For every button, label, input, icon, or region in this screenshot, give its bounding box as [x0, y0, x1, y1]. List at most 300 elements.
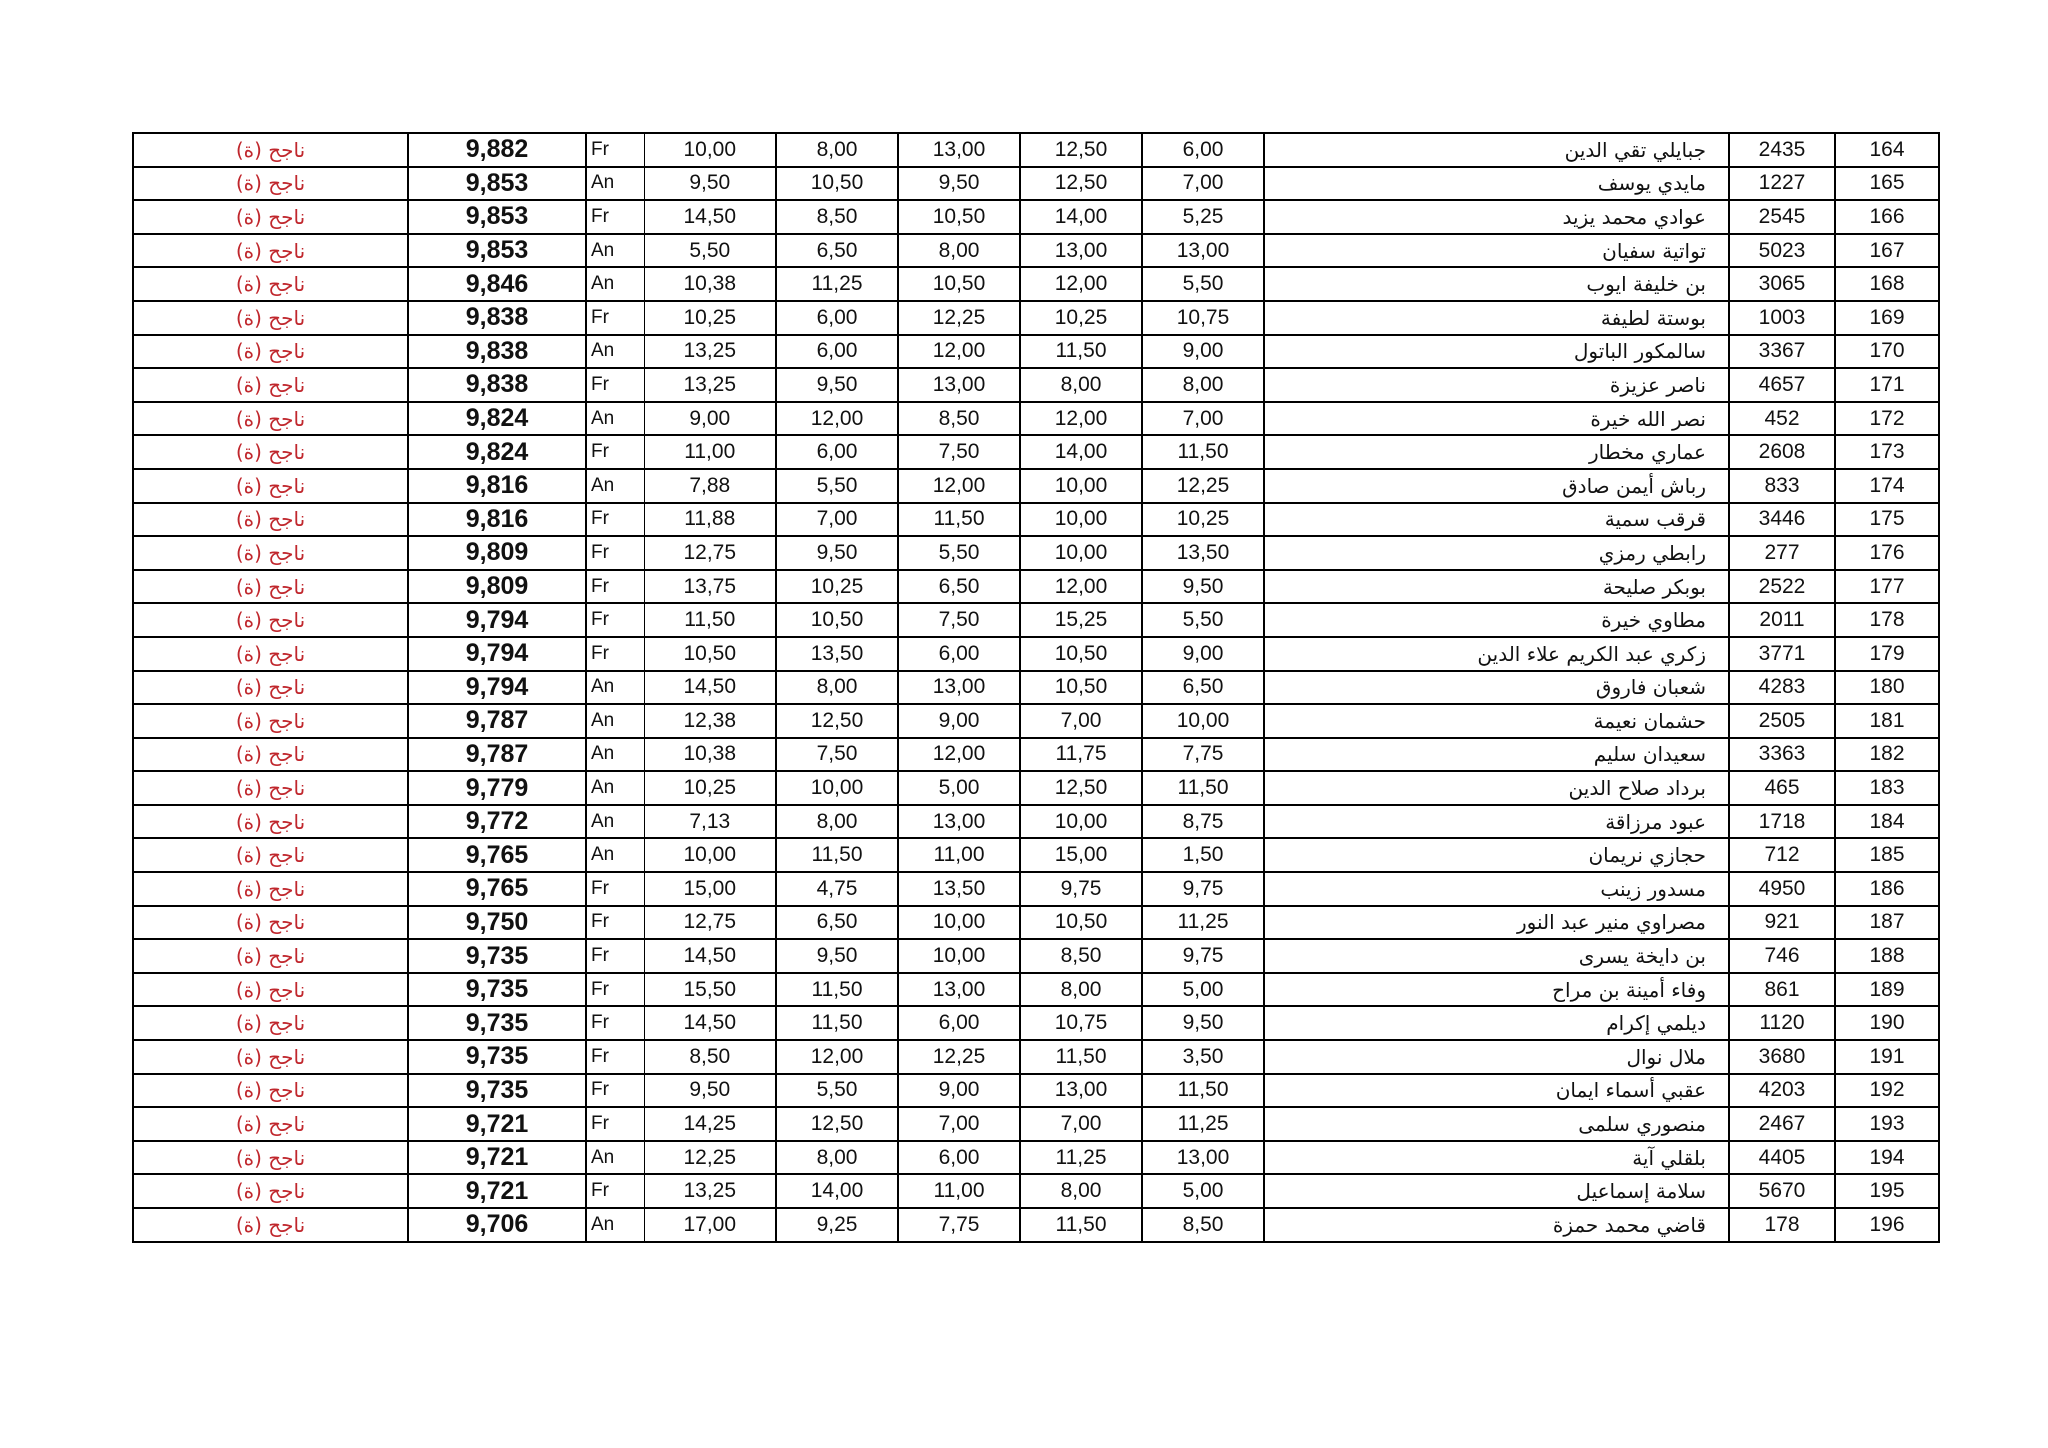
- student-id-cell: 1718: [1729, 805, 1835, 839]
- grade-cell-2: 12,00: [776, 402, 898, 436]
- grade-cell-3: 13,00: [898, 368, 1020, 402]
- grade-cell-1: 14,50: [644, 1006, 776, 1040]
- grade-cell-5: 11,50: [1142, 1074, 1264, 1108]
- grade-cell-2: 10,50: [776, 167, 898, 201]
- grade-cell-2: 10,00: [776, 771, 898, 805]
- grade-cell-4: 11,25: [1020, 1141, 1142, 1175]
- grade-cell-1: 14,50: [644, 939, 776, 973]
- grade-cell-2: 6,00: [776, 301, 898, 335]
- grade-cell-5: 9,50: [1142, 1006, 1264, 1040]
- average-cell: 9,794: [408, 671, 586, 705]
- table-row: [133, 1006, 1939, 1040]
- grade-cell-1: 7,13: [644, 805, 776, 839]
- status-cell: ناجح (ة): [133, 771, 408, 805]
- grade-cell-2: 6,00: [776, 335, 898, 369]
- grade-cell-4: 13,00: [1020, 1074, 1142, 1108]
- grade-cell-1: 10,50: [644, 637, 776, 671]
- status-cell: ناجح (ة): [133, 536, 408, 570]
- status-cell: ناجح (ة): [133, 301, 408, 335]
- student-name-cell: سالمكور الباتول: [1264, 335, 1729, 369]
- grade-cell-2: 8,50: [776, 200, 898, 234]
- rank-cell: 166: [1835, 200, 1939, 234]
- language-cell: Fr: [586, 939, 644, 973]
- status-cell: ناجح (ة): [133, 939, 408, 973]
- grade-cell-3: 13,00: [898, 805, 1020, 839]
- grade-cell-3: 12,00: [898, 469, 1020, 503]
- student-id-cell: 4405: [1729, 1141, 1835, 1175]
- grade-cell-5: 8,50: [1142, 1208, 1264, 1242]
- grade-cell-3: 8,00: [898, 234, 1020, 268]
- grade-cell-4: 14,00: [1020, 200, 1142, 234]
- table-row: [133, 234, 1939, 268]
- average-cell: 9,882: [408, 133, 586, 167]
- table-row: [133, 368, 1939, 402]
- student-name-cell: مصراوي منير عبد النور: [1264, 906, 1729, 940]
- grade-cell-5: 5,50: [1142, 267, 1264, 301]
- grade-cell-5: 11,25: [1142, 906, 1264, 940]
- status-cell: ناجح (ة): [133, 1107, 408, 1141]
- student-name-cell: زكري عبد الكريم علاء الدين: [1264, 637, 1729, 671]
- student-name-cell: سعيدان سليم: [1264, 738, 1729, 772]
- student-name-cell: سلامة إسماعيل: [1264, 1174, 1729, 1208]
- average-cell: 9,846: [408, 267, 586, 301]
- rank-cell: 167: [1835, 234, 1939, 268]
- table-row: [133, 570, 1939, 604]
- student-id-cell: 1227: [1729, 167, 1835, 201]
- grade-cell-1: 14,50: [644, 200, 776, 234]
- grade-cell-2: 12,50: [776, 1107, 898, 1141]
- student-name-cell: عقبي أسماء ايمان: [1264, 1074, 1729, 1108]
- rank-cell: 189: [1835, 973, 1939, 1007]
- average-cell: 9,794: [408, 603, 586, 637]
- average-cell: 9,816: [408, 503, 586, 537]
- student-name-cell: برداد صلاح الدين: [1264, 771, 1729, 805]
- rank-cell: 176: [1835, 536, 1939, 570]
- grade-cell-5: 3,50: [1142, 1040, 1264, 1074]
- language-cell: Fr: [586, 1006, 644, 1040]
- student-id-cell: 2505: [1729, 704, 1835, 738]
- grade-cell-5: 10,00: [1142, 704, 1264, 738]
- rank-cell: 185: [1835, 838, 1939, 872]
- student-id-cell: 3771: [1729, 637, 1835, 671]
- grade-cell-2: 8,00: [776, 805, 898, 839]
- grade-cell-1: 12,75: [644, 536, 776, 570]
- language-cell: An: [586, 838, 644, 872]
- grade-cell-5: 8,00: [1142, 368, 1264, 402]
- results-table: [132, 132, 1940, 1243]
- grade-cell-1: 12,38: [644, 704, 776, 738]
- table-row: [133, 872, 1939, 906]
- table-row: [133, 503, 1939, 537]
- status-cell: ناجح (ة): [133, 335, 408, 369]
- rank-cell: 172: [1835, 402, 1939, 436]
- table-row: [133, 939, 1939, 973]
- grade-cell-5: 8,75: [1142, 805, 1264, 839]
- grade-cell-4: 10,50: [1020, 906, 1142, 940]
- student-name-cell: جبايلي تقي الدين: [1264, 133, 1729, 167]
- table-row: [133, 1074, 1939, 1108]
- language-cell: An: [586, 335, 644, 369]
- grade-cell-1: 13,25: [644, 335, 776, 369]
- grade-cell-2: 14,00: [776, 1174, 898, 1208]
- rank-cell: 164: [1835, 133, 1939, 167]
- language-cell: An: [586, 469, 644, 503]
- student-id-cell: 4203: [1729, 1074, 1835, 1108]
- average-cell: 9,824: [408, 435, 586, 469]
- grade-cell-3: 11,00: [898, 838, 1020, 872]
- grade-cell-4: 12,00: [1020, 570, 1142, 604]
- status-cell: ناجح (ة): [133, 906, 408, 940]
- table-row: [133, 906, 1939, 940]
- table-row: [133, 301, 1939, 335]
- language-cell: An: [586, 704, 644, 738]
- grade-cell-1: 13,75: [644, 570, 776, 604]
- grade-cell-3: 13,50: [898, 872, 1020, 906]
- grade-cell-4: 11,75: [1020, 738, 1142, 772]
- grade-cell-5: 13,00: [1142, 1141, 1264, 1175]
- rank-cell: 183: [1835, 771, 1939, 805]
- average-cell: 9,816: [408, 469, 586, 503]
- student-name-cell: شعبان فاروق: [1264, 671, 1729, 705]
- average-cell: 9,809: [408, 536, 586, 570]
- grade-cell-3: 9,00: [898, 704, 1020, 738]
- grade-cell-4: 11,50: [1020, 1040, 1142, 1074]
- rank-cell: 184: [1835, 805, 1939, 839]
- grade-cell-3: 12,25: [898, 1040, 1020, 1074]
- student-id-cell: 2545: [1729, 200, 1835, 234]
- average-cell: 9,787: [408, 738, 586, 772]
- student-name-cell: تواتية سفيان: [1264, 234, 1729, 268]
- rank-cell: 195: [1835, 1174, 1939, 1208]
- table-row: [133, 133, 1939, 167]
- average-cell: 9,735: [408, 973, 586, 1007]
- average-cell: 9,735: [408, 1006, 586, 1040]
- language-cell: An: [586, 267, 644, 301]
- grade-cell-5: 10,75: [1142, 301, 1264, 335]
- grade-cell-1: 10,25: [644, 771, 776, 805]
- student-id-cell: 3367: [1729, 335, 1835, 369]
- student-name-cell: قرقب سمية: [1264, 503, 1729, 537]
- student-name-cell: عوادي محمد يزيد: [1264, 200, 1729, 234]
- status-cell: ناجح (ة): [133, 1074, 408, 1108]
- table-row: [133, 335, 1939, 369]
- grade-cell-4: 12,00: [1020, 267, 1142, 301]
- average-cell: 9,853: [408, 167, 586, 201]
- rank-cell: 177: [1835, 570, 1939, 604]
- table-row: [133, 1107, 1939, 1141]
- grade-cell-1: 10,38: [644, 267, 776, 301]
- grade-cell-3: 6,00: [898, 1141, 1020, 1175]
- status-cell: ناجح (ة): [133, 805, 408, 839]
- grade-cell-5: 5,00: [1142, 1174, 1264, 1208]
- grade-cell-1: 11,00: [644, 435, 776, 469]
- rank-cell: 169: [1835, 301, 1939, 335]
- grade-cell-3: 7,50: [898, 603, 1020, 637]
- student-id-cell: 452: [1729, 402, 1835, 436]
- student-name-cell: ناصر عزيزة: [1264, 368, 1729, 402]
- grade-cell-2: 6,50: [776, 906, 898, 940]
- table-row: [133, 637, 1939, 671]
- language-cell: An: [586, 234, 644, 268]
- grade-cell-3: 5,50: [898, 536, 1020, 570]
- status-cell: ناجح (ة): [133, 973, 408, 1007]
- grade-cell-2: 9,50: [776, 368, 898, 402]
- rank-cell: 192: [1835, 1074, 1939, 1108]
- grade-cell-5: 9,00: [1142, 335, 1264, 369]
- grade-cell-3: 12,00: [898, 738, 1020, 772]
- language-cell: An: [586, 1141, 644, 1175]
- grade-cell-5: 5,50: [1142, 603, 1264, 637]
- status-cell: ناجح (ة): [133, 1006, 408, 1040]
- grade-cell-3: 13,00: [898, 133, 1020, 167]
- student-id-cell: 921: [1729, 906, 1835, 940]
- average-cell: 9,838: [408, 335, 586, 369]
- student-id-cell: 2608: [1729, 435, 1835, 469]
- table-row: [133, 1174, 1939, 1208]
- table-row: [133, 1141, 1939, 1175]
- grade-cell-4: 12,50: [1020, 167, 1142, 201]
- grade-cell-2: 7,50: [776, 738, 898, 772]
- student-name-cell: ديلمي إكرام: [1264, 1006, 1729, 1040]
- student-id-cell: 2467: [1729, 1107, 1835, 1141]
- table-row: [133, 771, 1939, 805]
- status-cell: ناجح (ة): [133, 872, 408, 906]
- language-cell: An: [586, 167, 644, 201]
- language-cell: Fr: [586, 1074, 644, 1108]
- status-cell: ناجح (ة): [133, 704, 408, 738]
- grade-cell-1: 13,25: [644, 368, 776, 402]
- student-name-cell: بوبكر صليحة: [1264, 570, 1729, 604]
- grade-cell-3: 12,00: [898, 335, 1020, 369]
- table-row: [133, 738, 1939, 772]
- table-row: [133, 435, 1939, 469]
- grade-cell-1: 15,00: [644, 872, 776, 906]
- student-id-cell: 712: [1729, 838, 1835, 872]
- student-name-cell: ملال نوال: [1264, 1040, 1729, 1074]
- rank-cell: 165: [1835, 167, 1939, 201]
- grade-cell-1: 9,50: [644, 167, 776, 201]
- language-cell: Fr: [586, 1174, 644, 1208]
- language-cell: An: [586, 671, 644, 705]
- grade-cell-5: 9,50: [1142, 570, 1264, 604]
- status-cell: ناجح (ة): [133, 838, 408, 872]
- grade-cell-2: 12,00: [776, 1040, 898, 1074]
- grade-cell-4: 15,00: [1020, 838, 1142, 872]
- grade-cell-4: 11,50: [1020, 335, 1142, 369]
- grade-cell-1: 11,88: [644, 503, 776, 537]
- rank-cell: 193: [1835, 1107, 1939, 1141]
- average-cell: 9,721: [408, 1174, 586, 1208]
- grade-cell-2: 12,50: [776, 704, 898, 738]
- grade-cell-3: 12,25: [898, 301, 1020, 335]
- grade-cell-3: 10,50: [898, 267, 1020, 301]
- grade-cell-2: 8,00: [776, 133, 898, 167]
- table-row: [133, 603, 1939, 637]
- grade-cell-5: 7,00: [1142, 167, 1264, 201]
- grade-cell-2: 6,50: [776, 234, 898, 268]
- average-cell: 9,772: [408, 805, 586, 839]
- grade-cell-1: 12,25: [644, 1141, 776, 1175]
- rank-cell: 181: [1835, 704, 1939, 738]
- student-name-cell: رباش أيمن صادق: [1264, 469, 1729, 503]
- student-name-cell: نصر الله خيرة: [1264, 402, 1729, 436]
- language-cell: Fr: [586, 1040, 644, 1074]
- student-id-cell: 178: [1729, 1208, 1835, 1242]
- status-cell: ناجح (ة): [133, 469, 408, 503]
- status-cell: ناجح (ة): [133, 1174, 408, 1208]
- language-cell: Fr: [586, 603, 644, 637]
- student-id-cell: 4657: [1729, 368, 1835, 402]
- grade-cell-4: 7,00: [1020, 704, 1142, 738]
- rank-cell: 168: [1835, 267, 1939, 301]
- student-id-cell: 277: [1729, 536, 1835, 570]
- student-id-cell: 5670: [1729, 1174, 1835, 1208]
- language-cell: Fr: [586, 872, 644, 906]
- average-cell: 9,809: [408, 570, 586, 604]
- status-cell: ناجح (ة): [133, 167, 408, 201]
- student-id-cell: 3363: [1729, 738, 1835, 772]
- average-cell: 9,779: [408, 771, 586, 805]
- grade-cell-2: 5,50: [776, 469, 898, 503]
- average-cell: 9,735: [408, 939, 586, 973]
- grade-cell-4: 13,00: [1020, 234, 1142, 268]
- average-cell: 9,721: [408, 1107, 586, 1141]
- language-cell: Fr: [586, 435, 644, 469]
- grade-cell-3: 6,00: [898, 637, 1020, 671]
- grade-cell-2: 5,50: [776, 1074, 898, 1108]
- status-cell: ناجح (ة): [133, 671, 408, 705]
- average-cell: 9,838: [408, 368, 586, 402]
- status-cell: ناجح (ة): [133, 234, 408, 268]
- language-cell: Fr: [586, 973, 644, 1007]
- grade-cell-5: 11,50: [1142, 771, 1264, 805]
- results-body: [133, 133, 1939, 1242]
- rank-cell: 173: [1835, 435, 1939, 469]
- rank-cell: 194: [1835, 1141, 1939, 1175]
- status-cell: ناجح (ة): [133, 603, 408, 637]
- grade-cell-4: 8,50: [1020, 939, 1142, 973]
- grade-cell-3: 5,00: [898, 771, 1020, 805]
- table-row: [133, 805, 1939, 839]
- language-cell: Fr: [586, 200, 644, 234]
- grade-cell-5: 7,75: [1142, 738, 1264, 772]
- grade-cell-4: 10,25: [1020, 301, 1142, 335]
- table-row: [133, 200, 1939, 234]
- grade-cell-3: 13,00: [898, 973, 1020, 1007]
- grade-cell-2: 9,50: [776, 939, 898, 973]
- grade-cell-1: 10,25: [644, 301, 776, 335]
- grade-cell-4: 10,00: [1020, 503, 1142, 537]
- grade-cell-3: 7,75: [898, 1208, 1020, 1242]
- table-row: [133, 267, 1939, 301]
- grade-cell-5: 9,75: [1142, 939, 1264, 973]
- rank-cell: 196: [1835, 1208, 1939, 1242]
- student-name-cell: عماري مخطار: [1264, 435, 1729, 469]
- grade-cell-2: 4,75: [776, 872, 898, 906]
- status-cell: ناجح (ة): [133, 1141, 408, 1175]
- language-cell: Fr: [586, 570, 644, 604]
- grade-cell-2: 9,25: [776, 1208, 898, 1242]
- grade-cell-1: 9,00: [644, 402, 776, 436]
- student-id-cell: 1003: [1729, 301, 1835, 335]
- grade-cell-5: 11,25: [1142, 1107, 1264, 1141]
- rank-cell: 175: [1835, 503, 1939, 537]
- rank-cell: 178: [1835, 603, 1939, 637]
- grade-cell-5: 11,50: [1142, 435, 1264, 469]
- grade-cell-4: 12,50: [1020, 771, 1142, 805]
- grade-cell-3: 7,00: [898, 1107, 1020, 1141]
- language-cell: An: [586, 771, 644, 805]
- average-cell: 9,824: [408, 402, 586, 436]
- language-cell: An: [586, 738, 644, 772]
- grade-cell-3: 13,00: [898, 671, 1020, 705]
- average-cell: 9,787: [408, 704, 586, 738]
- grade-cell-4: 10,00: [1020, 805, 1142, 839]
- grade-cell-1: 14,50: [644, 671, 776, 705]
- grade-cell-4: 12,00: [1020, 402, 1142, 436]
- average-cell: 9,853: [408, 200, 586, 234]
- student-name-cell: حشمان نعيمة: [1264, 704, 1729, 738]
- student-id-cell: 4950: [1729, 872, 1835, 906]
- rank-cell: 179: [1835, 637, 1939, 671]
- table-row: [133, 167, 1939, 201]
- grade-cell-2: 11,50: [776, 1006, 898, 1040]
- language-cell: An: [586, 805, 644, 839]
- grade-cell-5: 13,50: [1142, 536, 1264, 570]
- status-cell: ناجح (ة): [133, 1040, 408, 1074]
- grade-cell-1: 14,25: [644, 1107, 776, 1141]
- language-cell: Fr: [586, 368, 644, 402]
- grade-cell-5: 1,50: [1142, 838, 1264, 872]
- rank-cell: 171: [1835, 368, 1939, 402]
- grade-cell-2: 10,25: [776, 570, 898, 604]
- grade-cell-5: 7,00: [1142, 402, 1264, 436]
- grade-cell-2: 10,50: [776, 603, 898, 637]
- grade-cell-4: 12,50: [1020, 133, 1142, 167]
- table-row: [133, 536, 1939, 570]
- grade-cell-5: 5,25: [1142, 200, 1264, 234]
- grade-cell-5: 12,25: [1142, 469, 1264, 503]
- grade-cell-3: 10,00: [898, 939, 1020, 973]
- grade-cell-4: 8,00: [1020, 973, 1142, 1007]
- student-id-cell: 2522: [1729, 570, 1835, 604]
- rank-cell: 190: [1835, 1006, 1939, 1040]
- grade-cell-3: 10,00: [898, 906, 1020, 940]
- average-cell: 9,794: [408, 637, 586, 671]
- table-row: [133, 1208, 1939, 1242]
- grade-cell-2: 11,25: [776, 267, 898, 301]
- grade-cell-2: 8,00: [776, 671, 898, 705]
- student-id-cell: 746: [1729, 939, 1835, 973]
- grade-cell-5: 9,00: [1142, 637, 1264, 671]
- average-cell: 9,735: [408, 1074, 586, 1108]
- student-id-cell: 465: [1729, 771, 1835, 805]
- grade-cell-5: 6,50: [1142, 671, 1264, 705]
- grade-cell-1: 5,50: [644, 234, 776, 268]
- student-name-cell: بن دايخة يسرى: [1264, 939, 1729, 973]
- student-name-cell: منصوري سلمى: [1264, 1107, 1729, 1141]
- student-id-cell: 1120: [1729, 1006, 1835, 1040]
- table-row: [133, 469, 1939, 503]
- grade-cell-2: 7,00: [776, 503, 898, 537]
- rank-cell: 174: [1835, 469, 1939, 503]
- student-id-cell: 3446: [1729, 503, 1835, 537]
- language-cell: Fr: [586, 536, 644, 570]
- grade-cell-4: 10,75: [1020, 1006, 1142, 1040]
- rank-cell: 188: [1835, 939, 1939, 973]
- grade-cell-4: 9,75: [1020, 872, 1142, 906]
- status-cell: ناجح (ة): [133, 738, 408, 772]
